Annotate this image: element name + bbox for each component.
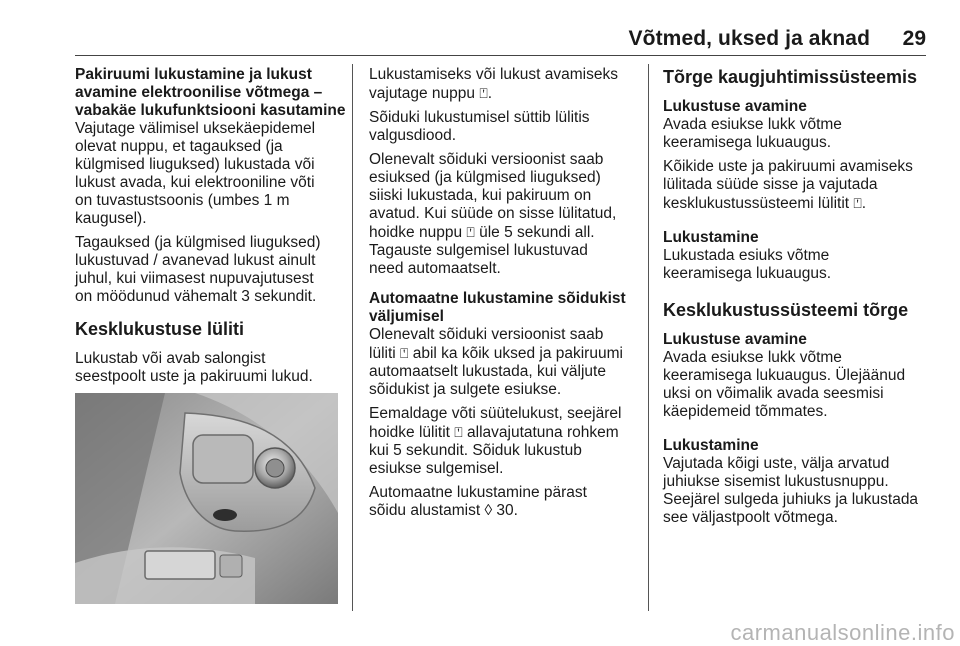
- text: .: [861, 195, 867, 212]
- heading-trunk-lock-electronic-key: Pakiruumi lukustamine ja lukust avamine elektroonilise võtmega – vabakäe lukufunktsiooni kasutamine: [75, 66, 346, 119]
- paragraph: Sõiduki lukustumisel süttib lülitis valgusdiood.: [369, 109, 590, 144]
- paragraph: [369, 484, 644, 520]
- lock-switch-icon: ⍞: [400, 345, 409, 361]
- text: Olenevalt sõiduki versioonist saab esiuksed (ja külgmised liuguksed) siiski lukustada, kui pakiruum on avatud. Kui süüde on sisse lülitatud, hoidke nuppu: [369, 151, 617, 241]
- section-heading-central-lock-switch: Kesklukustuse lüliti: [75, 319, 245, 339]
- column-divider-1: [352, 64, 353, 611]
- paragraph: [369, 405, 644, 478]
- subheading-locking: Lukustamine: [663, 437, 759, 454]
- text: Automaatne lukustamine pärast sõidu alustamist: [369, 484, 587, 519]
- paragraph: Avada esiukse lukk võtme keeramisega lukuaugus. Ülejäänud uksi on võimalik avada seesmisi käepidemeid tõmmates.: [663, 349, 906, 420]
- text: Kõikide uste ja pakiruumi avamiseks lülitada süüde sisse ja vajutada kesklukustussüsteemi lülitit: [663, 158, 913, 212]
- lock-switch-icon: ⍞: [466, 224, 475, 240]
- text: abil ka kõik uksed ja pakiruumi automaatselt lukustada, kui väljute sõidukist ja sulgete esiukse.: [369, 345, 623, 398]
- paragraph: Vajutage välimisel uksekäepidemel olevat nuppu, et tagauksed (ja külgmised liuguksed) lukustada või lukust avada, kui elektrooniline võti on tuvastustsoonis (umbes 1 m kaugusel).: [75, 120, 316, 227]
- paragraph: [369, 151, 644, 278]
- column-1: [75, 66, 347, 392]
- subheading-unlocking: Lukustuse avamine: [663, 98, 807, 115]
- subheading-auto-lock-exit: Automaatne lukustamine sõidukist väljumisel: [369, 290, 626, 325]
- lock-switch-icon: ⍞: [479, 85, 488, 101]
- paragraph: [369, 66, 644, 103]
- text: Eemaldage võti süütelukust, seejärel hoidke lülitit: [369, 405, 622, 441]
- page-reference-icon[interactable]: ◊: [484, 502, 493, 519]
- column-3: [663, 66, 948, 533]
- page-reference-link[interactable]: 30.: [492, 502, 518, 519]
- section-heading-central-lock-fault: Kesklukustussüsteemi tõrge: [663, 300, 909, 320]
- page-number: 29: [902, 27, 926, 50]
- paragraph: Tagauksed (ja külgmised liuguksed) lukustuvad / avanevad lukust ainult juhul, kui viimasest nupuvajutusest on möödunud vähemalt 3 sekundit.: [75, 234, 321, 305]
- lock-switch-icon: ⍞: [454, 424, 463, 440]
- subheading-locking: Lukustamine: [663, 229, 759, 246]
- header-rule: [75, 55, 926, 56]
- text: .: [487, 85, 493, 102]
- text: allavajutatuna rohkem kui 5 sekundit. Sõiduk lukustub esiukse sulgemisel.: [369, 424, 619, 477]
- watermark: carmanualsonline.info: [730, 620, 955, 645]
- paragraph: Avada esiukse lukk võtme keeramisega lukuaugus.: [663, 116, 842, 151]
- section-heading-remote-fault: Tõrge kaugjuhtimissüsteemis: [663, 67, 918, 87]
- text: Olenevalt sõiduki versioonist saab lüliti: [369, 326, 604, 362]
- column-2: [369, 66, 644, 526]
- page-title: Võtmed, uksed ja aknad: [628, 27, 870, 50]
- lock-switch-icon: ⍞: [853, 195, 862, 211]
- paragraph: Vajutada kõigi uste, välja arvatud juhiukse sisemist lukustusnuppu. Seejärel sulgeda juhiuks ja lukustada see väljastpoolt võtmega.: [663, 455, 919, 526]
- paragraph: [663, 158, 948, 213]
- text: üle 5 sekundi all. Tagauste sulgemisel lukustuvad need automaatselt.: [369, 224, 595, 277]
- paragraph: Lukustada esiuks võtme keeramisega lukuaugus.: [663, 247, 832, 282]
- subheading-unlocking: Lukustuse avamine: [663, 331, 807, 348]
- column-divider-2: [648, 64, 649, 611]
- text: Lukustamiseks või lukust avamiseks vajutage nuppu: [369, 66, 618, 102]
- interior-switch-photo: [75, 393, 338, 604]
- paragraph: Lukustab või avab salongist seestpoolt uste ja pakiruumi lukud.: [75, 350, 313, 385]
- interior-switch-illustration: [75, 393, 338, 604]
- paragraph: [369, 326, 644, 399]
